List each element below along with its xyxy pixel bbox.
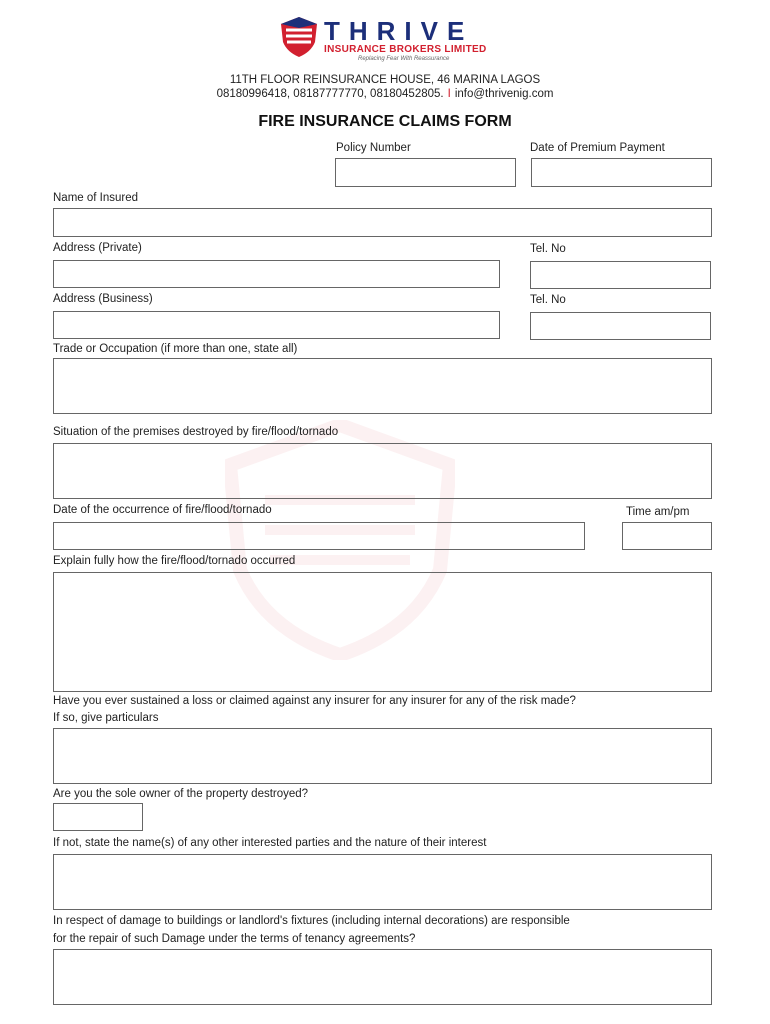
name-of-insured-label: Name of Insured (53, 192, 139, 204)
sole-owner-field[interactable] (53, 803, 143, 831)
situation-label: Situation of the premises destroyed by fire/flood/tornado (53, 426, 339, 438)
sole-owner-label: Are you the sole owner of the property destroyed? (53, 788, 309, 800)
policy-number-label: Policy Number (336, 142, 411, 154)
tel-private-label: Tel. No (530, 243, 566, 255)
brand-tagline: Replacing Fear With Reassurance (358, 56, 450, 62)
form-title: FIRE INSURANCE CLAIMS FORM (258, 113, 512, 130)
damage-label-line1: In respect of damage to buildings or landlord's fixtures (including internal decorations) are responsible (53, 915, 570, 927)
trade-occupation-field[interactable] (53, 358, 712, 414)
date-occurrence-label: Date of the occurrence of fire/flood/tornado (53, 504, 272, 516)
contact-separator: I (447, 88, 451, 100)
policy-number-field[interactable] (335, 158, 516, 187)
damage-field[interactable] (53, 949, 712, 1005)
damage-label-line2: for the repair of such Damage under the terms of tenancy agreements? (53, 933, 416, 945)
tel-business-field[interactable] (530, 312, 711, 340)
other-parties-field[interactable] (53, 854, 712, 910)
brand-name: THRIVE (324, 16, 474, 46)
address-business-label: Address (Business) (53, 293, 153, 305)
explain-label: Explain fully how the fire/flood/tornado occurred (53, 555, 296, 567)
time-label: Time am/pm (626, 506, 690, 518)
date-occurrence-field[interactable] (53, 522, 585, 550)
shield-logo-icon (280, 16, 318, 58)
prior-loss-field[interactable] (53, 728, 712, 784)
address-private-field[interactable] (53, 260, 500, 288)
other-parties-label: If not, state the name(s) of any other interested parties and the nature of their interest (53, 837, 487, 849)
prior-loss-label-line2: If so, give particulars (53, 712, 159, 724)
situation-field[interactable] (53, 443, 712, 499)
address-private-label: Address (Private) (53, 242, 142, 254)
explain-field[interactable] (53, 572, 712, 692)
company-logo (280, 16, 500, 64)
premium-date-field[interactable] (531, 158, 712, 187)
tel-private-field[interactable] (530, 261, 711, 289)
premium-date-label: Date of Premium Payment (530, 142, 665, 154)
tel-business-label: Tel. No (530, 294, 566, 306)
trade-occupation-label: Trade or Occupation (if more than one, state all) (53, 343, 298, 355)
address-business-field[interactable] (53, 311, 500, 339)
brand-subtitle: INSURANCE BROKERS LIMITED (324, 44, 487, 55)
name-of-insured-field[interactable] (53, 208, 712, 237)
prior-loss-label-line1: Have you ever sustained a loss or claimed against any insurer for any insurer for any of the risk made? (53, 695, 576, 707)
email-address: info@thrivenig.com (454, 88, 554, 100)
company-address: 11TH FLOOR REINSURANCE HOUSE, 46 MARINA LAGOS (229, 74, 541, 86)
company-contact (0, 88, 770, 100)
phone-numbers: 08180996418, 08187777770, 08180452805. (216, 88, 444, 100)
time-field[interactable] (622, 522, 712, 550)
